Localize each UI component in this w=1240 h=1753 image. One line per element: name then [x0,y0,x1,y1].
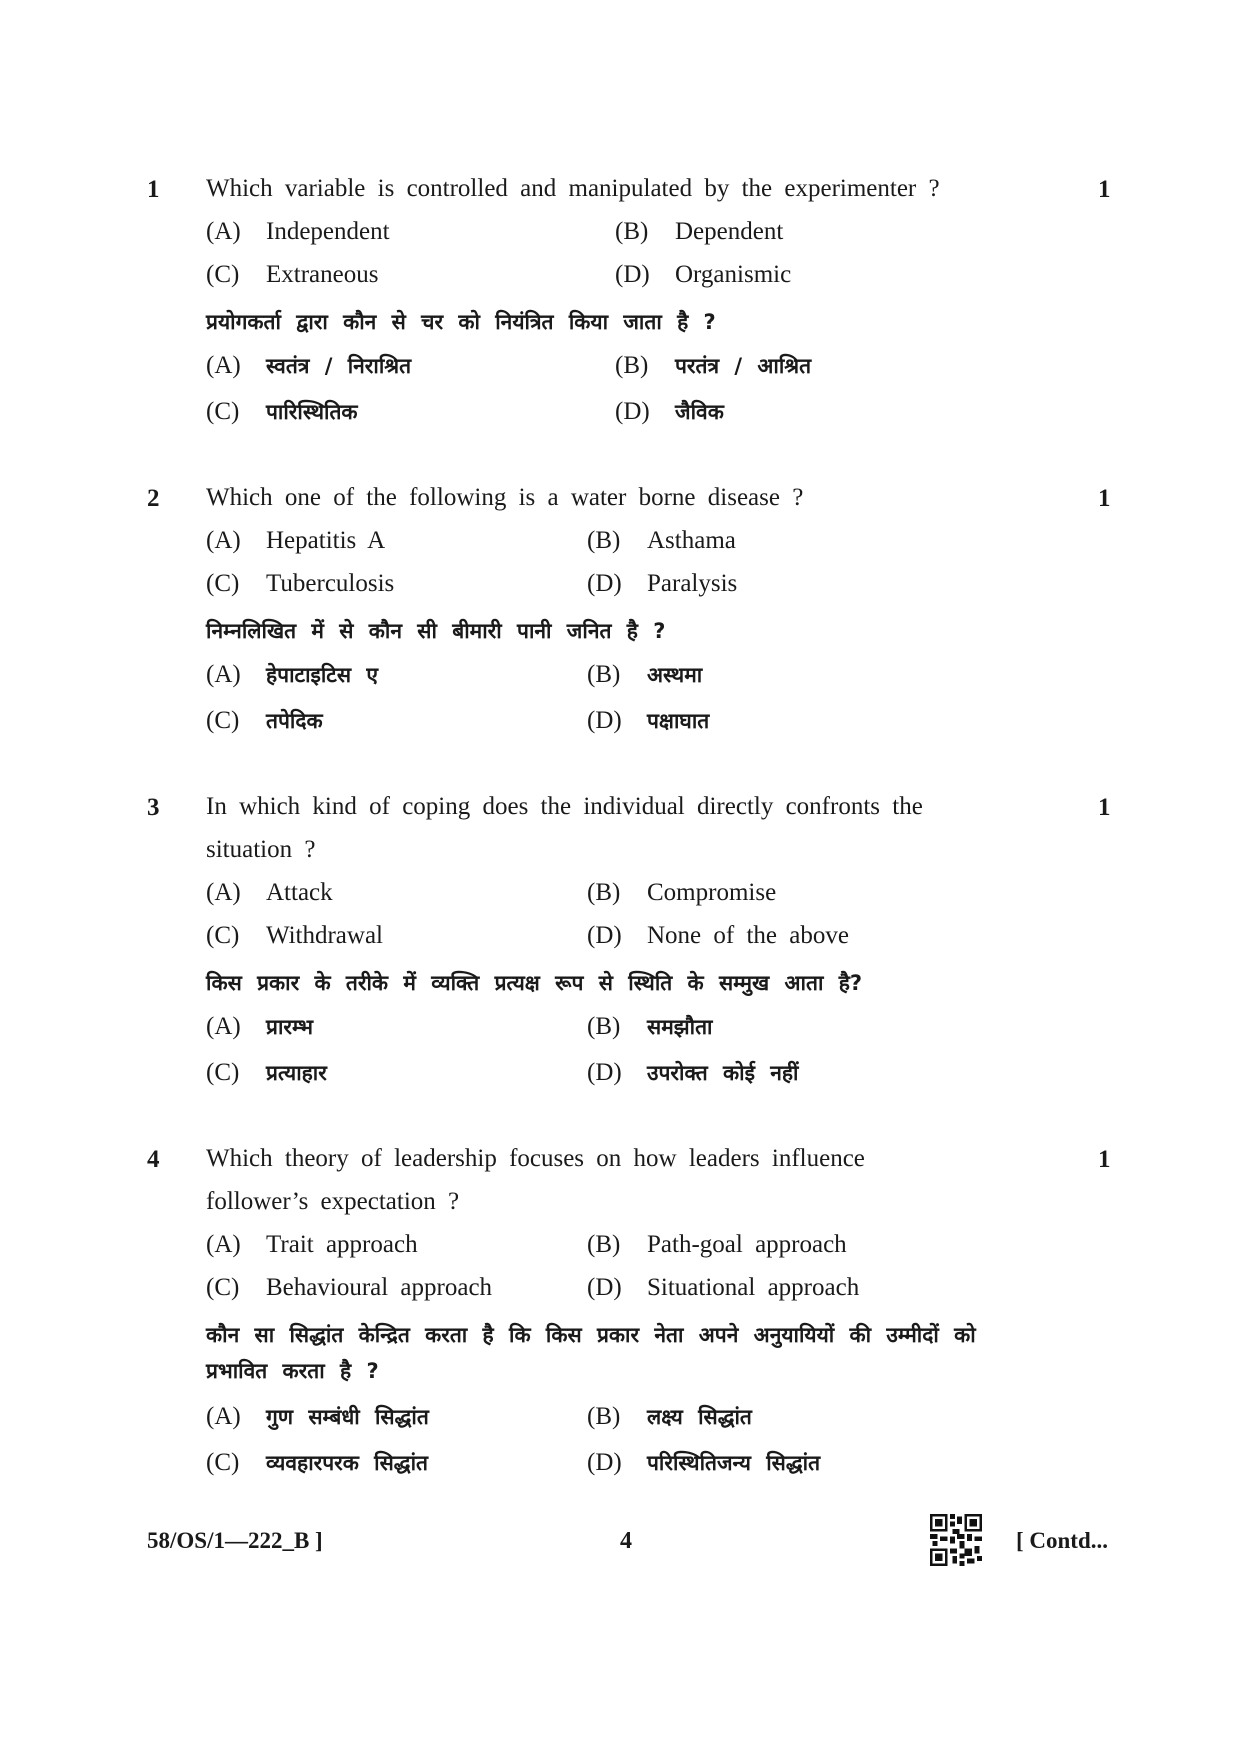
option-a-hi: (A) हेपाटाइटिस ए [206,661,378,688]
option-b-en: (B) Dependent [615,218,784,245]
option-c-hi: (C) तपेदिक [206,707,323,734]
option-b-hi: (B) अस्थमा [587,661,703,688]
question-text-en: Which theory of leadership focuses on how leaders influence [206,1145,865,1172]
question-text-en-line2: situation ? [206,836,316,863]
option-c-hi: (C) पारिस्थितिक [206,398,358,425]
page-number: 4 [620,1528,632,1554]
question-text-hi: किस प्रकार के तरीके में व्यक्ति प्रत्यक्ष रूप से स्थिति के सम्मुख आता है? [206,971,863,995]
question-number: 3 [147,794,160,821]
option-b-en: (B) Asthama [587,527,736,554]
question-marks: 1 [1098,1146,1111,1173]
option-a-en: (A) Trait approach [206,1231,418,1258]
option-c-hi: (C) व्यवहारपरक सिद्धांत [206,1449,428,1476]
option-d-en: (D) Organismic [615,261,792,288]
question-text-hi: निम्नलिखित में से कौन सी बीमारी पानी जनित है ? [206,619,666,643]
question-text-en: Which one of the following is a water borne disease ? [206,484,804,511]
option-b-hi: (B) लक्ष्य सिद्धांत [587,1403,752,1430]
option-d-hi: (D) पक्षाघात [587,707,710,734]
option-d-hi: (D) जैविक [615,398,724,425]
option-d-hi: (D) परिस्थितिजन्य सिद्धांत [587,1449,821,1476]
option-b-en: (B) Path-goal approach [587,1231,847,1258]
option-c-en: (C) Tuberculosis [206,570,395,597]
option-a-en: (A) Independent [206,218,390,245]
question-text-hi: प्रयोगकर्ता द्वारा कौन से चर को नियंत्रित किया जाता है ? [206,310,716,334]
option-c-hi: (C) प्रत्याहार [206,1059,327,1086]
continued-label: [ Contd... [1016,1528,1109,1553]
question-marks: 1 [1098,794,1111,821]
question-text-en: In which kind of coping does the individual directly confronts the [206,793,923,820]
option-a-en: (A) Hepatitis A [206,527,386,554]
option-a-hi: (A) गुण सम्बंधी सिद्धांत [206,1403,429,1430]
option-c-en: (C) Extraneous [206,261,379,288]
question-number: 1 [147,176,160,203]
paper-code: 58/OS/1—222_B ] [147,1528,323,1553]
option-d-hi: (D) उपरोक्त कोई नहीं [587,1059,799,1086]
question-text-hi-line2: प्रभावित करता है ? [206,1359,379,1383]
question-text-en: Which variable is controlled and manipulated by the experimenter ? [206,175,940,202]
qr-code-icon [930,1514,982,1566]
option-a-hi: (A) स्वतंत्र / निराश्रित [206,352,412,379]
question-text-hi: कौन सा सिद्धांत केन्द्रित करता है कि किस प्रकार नेता अपने अनुयायियों की उम्मीदों को [206,1323,976,1347]
option-b-hi: (B) परतंत्र / आश्रित [615,352,812,379]
option-a-hi: (A) प्रारम्भ [206,1013,314,1040]
option-c-en: (C) Withdrawal [206,922,384,949]
question-text-en-line2: follower’s expectation ? [206,1188,460,1215]
question-number: 2 [147,485,160,512]
option-a-en: (A) Attack [206,879,333,906]
question-number: 4 [147,1146,160,1173]
option-b-hi: (B) समझौता [587,1013,713,1040]
option-d-en: (D) Paralysis [587,570,738,597]
question-marks: 1 [1098,485,1111,512]
option-b-en: (B) Compromise [587,879,777,906]
question-marks: 1 [1098,176,1111,203]
option-c-en: (C) Behavioural approach [206,1274,493,1301]
option-d-en: (D) Situational approach [587,1274,860,1301]
option-d-en: (D) None of the above [587,922,849,949]
